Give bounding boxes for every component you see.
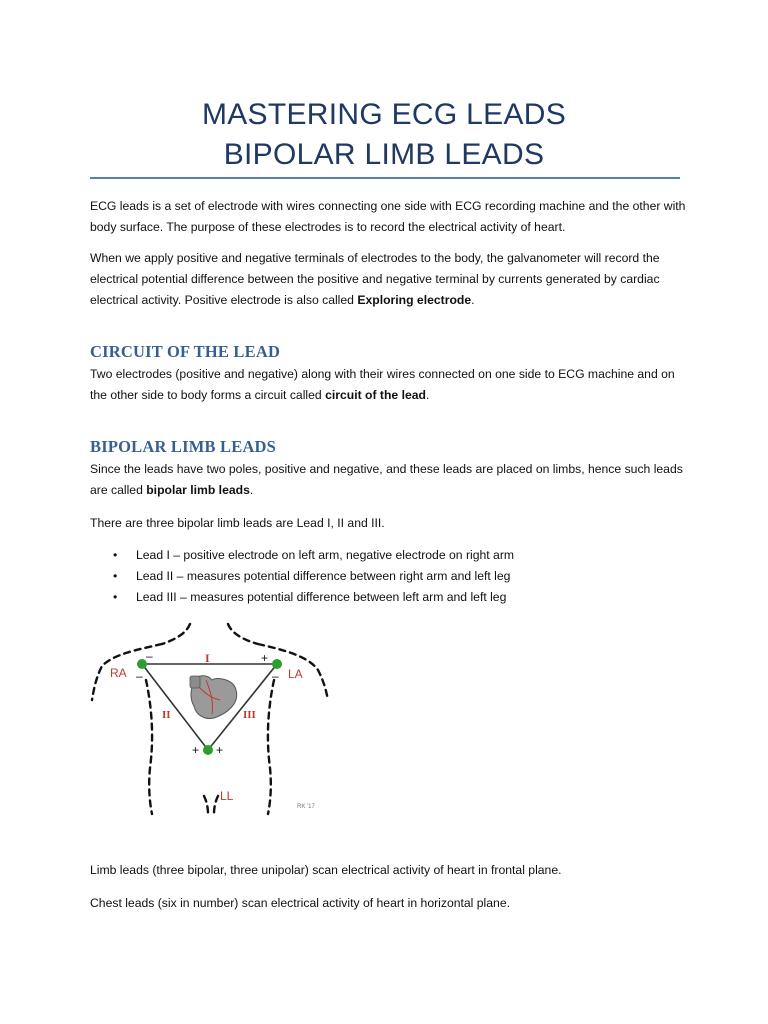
- bullet-icon: •: [113, 548, 118, 562]
- ra-label: RA: [110, 666, 127, 680]
- ll-plus-sign-left: +: [192, 743, 200, 757]
- bipolar-heading: BIPOLAR LIMB LEADS: [90, 437, 277, 456]
- lead-ii-label: II: [162, 709, 171, 721]
- list-item: [113, 566, 514, 587]
- circuit-heading: CIRCUIT OF THE LEAD: [90, 342, 281, 361]
- ll-electrode: [203, 745, 213, 755]
- intro-paragraph-2: [90, 248, 690, 311]
- ra-minus-sign: –: [146, 649, 153, 663]
- intro-p2-text: When we apply positive and negative terminals of electrodes to the body, the galvanometer will record the electrical potential difference between the positive and negative terminal by currents generated by cardiac electrical activity. Positive electrode is also called: [90, 251, 660, 307]
- lead-iii-label: III: [243, 709, 256, 721]
- ra-minus-sign-2: –: [136, 669, 143, 683]
- circuit-paragraph: [90, 364, 690, 406]
- bullet-icon: •: [113, 590, 118, 604]
- title-divider: [90, 177, 680, 179]
- lead-list: [113, 545, 514, 608]
- title-line-1: MASTERING ECG LEADS: [201, 98, 567, 131]
- la-minus-sign: –: [272, 669, 279, 683]
- footer-paragraph-2: Chest leads (six in number) scan electrical activity of heart in horizontal plane.: [90, 896, 510, 910]
- footer-paragraph-1: Limb leads (three bipolar, three unipolar) scan electrical activity of heart in frontal plane.: [90, 863, 562, 877]
- la-electrode: [272, 659, 282, 669]
- list-item: [113, 587, 514, 608]
- circuit-text-end: .: [425, 388, 430, 402]
- bullet-icon: •: [113, 569, 118, 583]
- list-item: [113, 545, 514, 566]
- ll-label: LL: [220, 789, 234, 803]
- exploring-electrode-term: Exploring electrode: [357, 293, 472, 307]
- bipolar-term: bipolar limb leads: [146, 483, 250, 497]
- heart-icon: [190, 676, 237, 719]
- bipolar-p1-text: Since the leads have two poles, positive and negative, and these leads are placed on limbs, hence such leads are called: [90, 462, 683, 497]
- circuit-text: Two electrodes (positive and negative) along with their wires connected on one side to ECG machine and on the other side to body forms a circuit called: [90, 367, 675, 402]
- list-item-text: Lead III – measures potential difference between left arm and left leg: [136, 590, 507, 604]
- circuit-term: circuit of the lead: [325, 388, 426, 402]
- list-item-text: Lead II – measures potential difference between right arm and left leg: [136, 569, 511, 583]
- bipolar-paragraph-2: There are three bipolar limb leads are Lead I, II and III.: [90, 516, 385, 530]
- bipolar-p1-end: .: [249, 483, 254, 497]
- intro-p2-end: .: [471, 293, 475, 307]
- bipolar-paragraph-1: [90, 459, 690, 501]
- list-item-text: Lead I – positive electrode on left arm, negative electrode on right arm: [136, 548, 515, 562]
- lead-i-label: I: [205, 651, 210, 665]
- la-label: LA: [288, 667, 303, 681]
- einthoven-triangle-diagram: [86, 618, 336, 818]
- diagram-credit: RK '17: [297, 804, 315, 810]
- intro-paragraph-1: ECG leads is a set of electrode with wires connecting one side with ECG recording machine and the other with body surface. The purpose of these electrodes is to record the electrical activity of heart.: [90, 199, 686, 234]
- title-line-2: BIPOLAR LIMB LEADS: [223, 138, 545, 171]
- la-plus-sign: +: [261, 651, 269, 665]
- ll-plus-sign-right: +: [216, 743, 224, 757]
